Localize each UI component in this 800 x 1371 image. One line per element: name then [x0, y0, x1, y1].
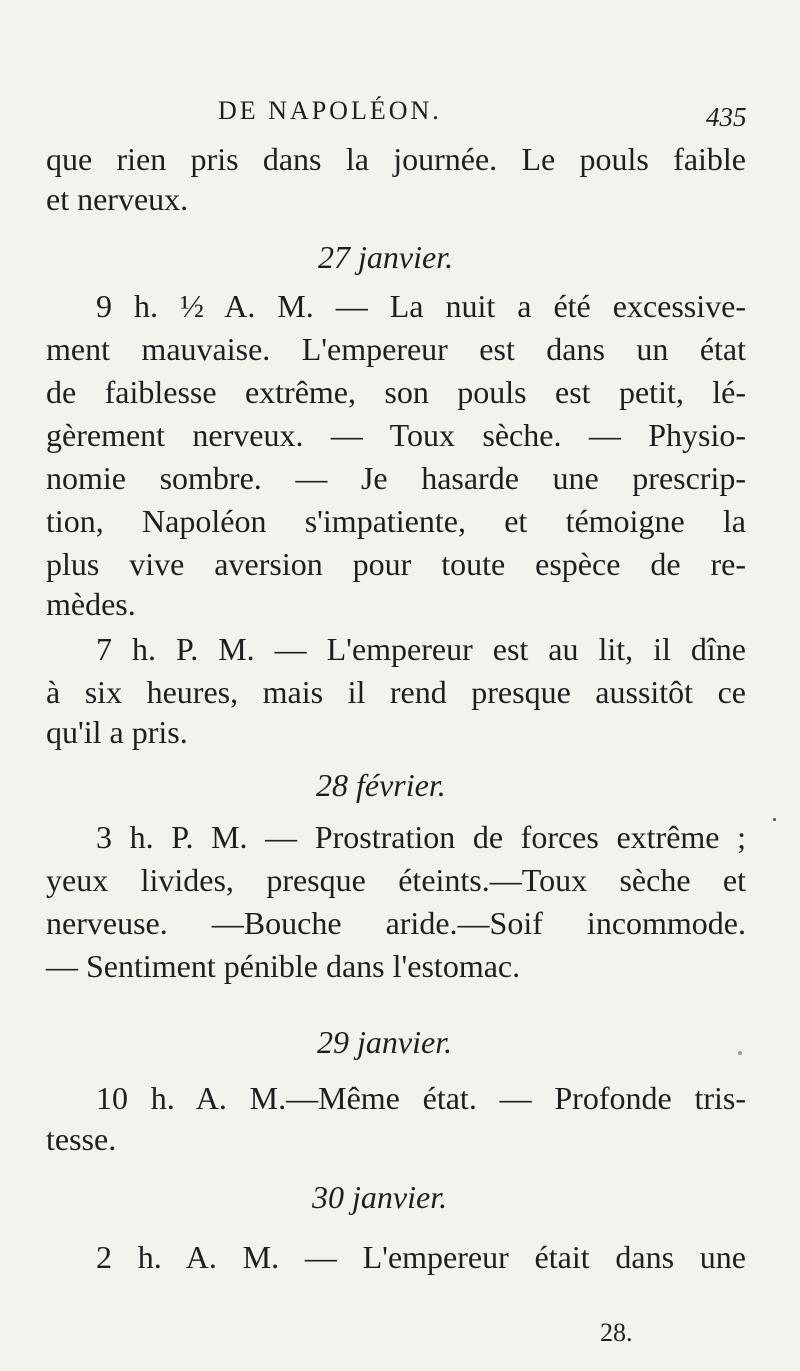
text-line: 3 h. P. M. — Prostration de forces extrême ; [96, 819, 746, 855]
text-line: qu'il a pris. [46, 714, 188, 750]
text-line: nomie sombre. — Je hasarde une prescrip- [46, 460, 746, 496]
text-line: gèrement nerveux. — Toux sèche. — Physio- [46, 417, 746, 453]
text-line: nerveuse. —Bouche aride.—Soif incommode. [46, 905, 746, 941]
text-line: de faiblesse extrême, son pouls est petit, lé- [46, 374, 746, 410]
text-line: 9 h. ½ A. M. — La nuit a été excessive- [96, 288, 746, 324]
date-heading: 27 janvier. [318, 239, 454, 275]
text-line: ment mauvaise. L'empereur est dans un état [46, 331, 746, 367]
page-number: 435 [706, 102, 747, 132]
text-line: à six heures, mais il rend presque aussitôt ce [46, 674, 746, 710]
text-line: tesse. [46, 1121, 117, 1157]
date-heading: 29 janvier. [317, 1024, 453, 1060]
text-line: 7 h. P. M. — L'empereur est au lit, il dîne [96, 631, 746, 667]
text-line: yeux livides, presque éteints.—Toux sèche et [46, 862, 746, 898]
date-heading: 30 janvier. [312, 1179, 448, 1215]
text-line: tion, Napoléon s'impatiente, et témoigne la [46, 503, 746, 539]
text-line: plus vive aversion pour toute espèce de re- [46, 546, 746, 582]
date-heading: 28 février. [316, 767, 446, 803]
text-line: que rien pris dans la journée. Le pouls faible [46, 141, 746, 177]
paper-speck [773, 818, 776, 821]
text-line: et nerveux. [46, 181, 189, 217]
text-line: 2 h. A. M. — L'empereur était dans une [96, 1239, 746, 1275]
paper-speck [738, 1051, 742, 1055]
text-line: mèdes. [46, 586, 136, 622]
text-line: 10 h. A. M.—Même état. — Profonde tris- [96, 1080, 746, 1116]
text-line: — Sentiment pénible dans l'estomac. [46, 948, 521, 984]
running-title: DE NAPOLÉON. [218, 96, 442, 125]
signature-mark: 28. [600, 1318, 633, 1347]
